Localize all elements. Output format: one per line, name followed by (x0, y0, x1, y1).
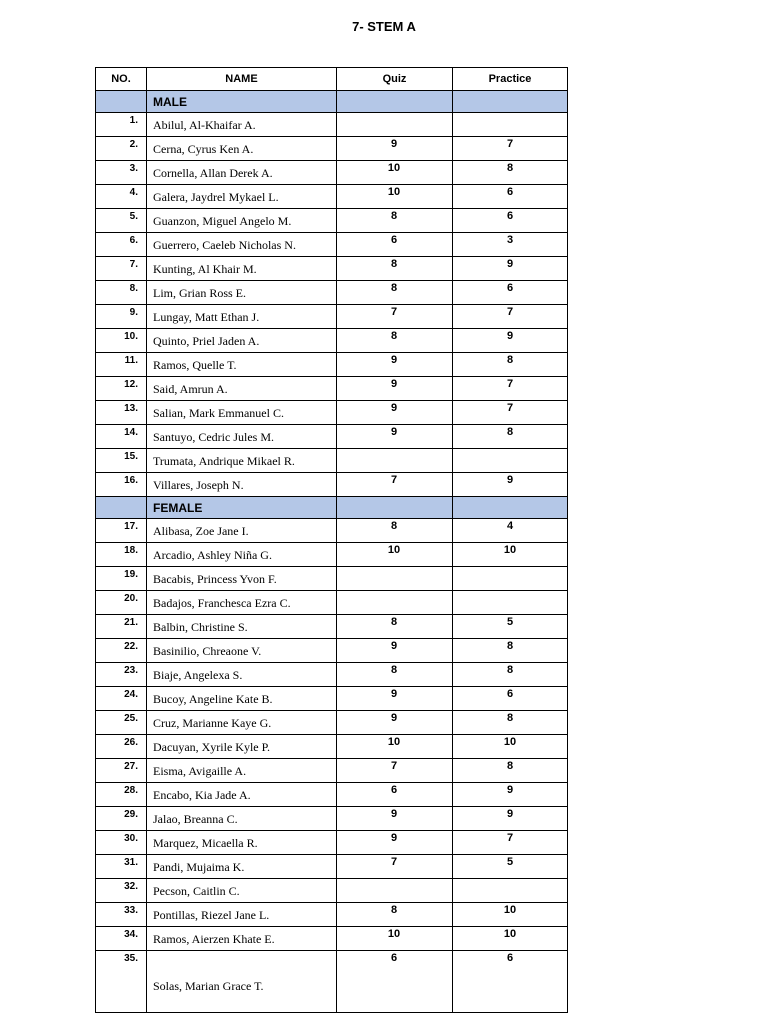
table-row (96, 377, 568, 401)
section-cell-empty (96, 91, 147, 113)
quiz-score: 8 (337, 257, 453, 281)
row-number: 26. (96, 735, 147, 759)
quiz-score: 8 (337, 209, 453, 233)
quiz-score (337, 449, 453, 473)
student-name: Ramos, Quelle T. (147, 353, 337, 377)
row-number: 20. (96, 591, 147, 615)
table-row (96, 615, 568, 639)
row-number: 7. (96, 257, 147, 281)
quiz-score: 9 (337, 831, 453, 855)
row-number: 32. (96, 879, 147, 903)
row-number: 27. (96, 759, 147, 783)
section-cell-empty (453, 91, 568, 113)
practice-score: 8 (453, 425, 568, 449)
student-name: Kunting, Al Khair M. (147, 257, 337, 281)
practice-score: 7 (453, 137, 568, 161)
quiz-score: 9 (337, 425, 453, 449)
table-row (96, 401, 568, 425)
quiz-score: 8 (337, 663, 453, 687)
student-name: Encabo, Kia Jade A. (147, 783, 337, 807)
table-row (96, 591, 568, 615)
practice-score (453, 113, 568, 137)
row-number: 17. (96, 519, 147, 543)
quiz-score: 9 (337, 639, 453, 663)
row-number: 29. (96, 807, 147, 831)
grades-table (95, 67, 568, 1013)
practice-score: 7 (453, 305, 568, 329)
student-name: Bacabis, Princess Yvon F. (147, 567, 337, 591)
student-name: Dacuyan, Xyrile Kyle P. (147, 735, 337, 759)
student-name: Lungay, Matt Ethan J. (147, 305, 337, 329)
practice-score: 6 (453, 185, 568, 209)
quiz-score: 7 (337, 305, 453, 329)
row-number: 34. (96, 927, 147, 951)
table-body (96, 91, 568, 1013)
table-row (96, 927, 568, 951)
section-label: FEMALE (147, 497, 337, 519)
practice-score: 9 (453, 257, 568, 281)
row-number: 35. (96, 951, 147, 1013)
practice-score: 8 (453, 759, 568, 783)
quiz-score: 10 (337, 927, 453, 951)
table-row (96, 209, 568, 233)
practice-score: 8 (453, 639, 568, 663)
student-name: Said, Amrun A. (147, 377, 337, 401)
quiz-score: 8 (337, 903, 453, 927)
practice-score: 8 (453, 663, 568, 687)
quiz-score: 6 (337, 233, 453, 257)
student-name: Balbin, Christine S. (147, 615, 337, 639)
table-row (96, 735, 568, 759)
table-row (96, 663, 568, 687)
table-row (96, 137, 568, 161)
quiz-score: 6 (337, 783, 453, 807)
table-row (96, 257, 568, 281)
practice-score: 10 (453, 735, 568, 759)
row-number: 18. (96, 543, 147, 567)
quiz-score: 7 (337, 473, 453, 497)
practice-score: 8 (453, 711, 568, 735)
quiz-score (337, 879, 453, 903)
table-row (96, 831, 568, 855)
row-number: 14. (96, 425, 147, 449)
table-row (96, 449, 568, 473)
student-name: Alibasa, Zoe Jane I. (147, 519, 337, 543)
section-cell-empty (337, 497, 453, 519)
student-name: Salian, Mark Emmanuel C. (147, 401, 337, 425)
row-number: 19. (96, 567, 147, 591)
quiz-score: 9 (337, 353, 453, 377)
student-name: Santuyo, Cedric Jules M. (147, 425, 337, 449)
row-number: 2. (96, 137, 147, 161)
table-row (96, 113, 568, 137)
table-row (96, 759, 568, 783)
row-number: 5. (96, 209, 147, 233)
column-header-quiz: Quiz (337, 68, 453, 91)
student-name: Quinto, Priel Jaden A. (147, 329, 337, 353)
quiz-score (337, 591, 453, 615)
quiz-score: 8 (337, 615, 453, 639)
practice-score: 10 (453, 927, 568, 951)
student-name: Guerrero, Caeleb Nicholas N. (147, 233, 337, 257)
student-name: Lim, Grian Ross E. (147, 281, 337, 305)
row-number: 4. (96, 185, 147, 209)
quiz-score: 9 (337, 807, 453, 831)
row-number: 1. (96, 113, 147, 137)
quiz-score: 10 (337, 185, 453, 209)
practice-score: 9 (453, 473, 568, 497)
practice-score: 7 (453, 831, 568, 855)
practice-score (453, 449, 568, 473)
student-name: Marquez, Micaella R. (147, 831, 337, 855)
quiz-score: 10 (337, 735, 453, 759)
row-number: 11. (96, 353, 147, 377)
row-number: 24. (96, 687, 147, 711)
quiz-score: 9 (337, 137, 453, 161)
quiz-score: 10 (337, 161, 453, 185)
quiz-score: 9 (337, 401, 453, 425)
student-name: Biaje, Angelexa S. (147, 663, 337, 687)
practice-score: 9 (453, 783, 568, 807)
section-cell-empty (337, 91, 453, 113)
quiz-score: 9 (337, 377, 453, 401)
row-number: 25. (96, 711, 147, 735)
row-number: 31. (96, 855, 147, 879)
row-number: 13. (96, 401, 147, 425)
quiz-score: 8 (337, 519, 453, 543)
student-name: Pontillas, Riezel Jane L. (147, 903, 337, 927)
practice-score: 4 (453, 519, 568, 543)
row-number: 12. (96, 377, 147, 401)
section-header-male (96, 91, 568, 113)
student-name: Badajos, Franchesca Ezra C. (147, 591, 337, 615)
quiz-score: 9 (337, 711, 453, 735)
practice-score: 5 (453, 855, 568, 879)
practice-score: 6 (453, 687, 568, 711)
table-row (96, 233, 568, 257)
practice-score: 9 (453, 807, 568, 831)
student-name: Abilul, Al-Khaifar A. (147, 113, 337, 137)
row-number: 8. (96, 281, 147, 305)
row-number: 33. (96, 903, 147, 927)
student-name: Villares, Joseph N. (147, 473, 337, 497)
student-name: Solas, Marian Grace T. (147, 951, 337, 1013)
column-header-name: NAME (147, 68, 337, 91)
practice-score: 10 (453, 543, 568, 567)
row-number: 28. (96, 783, 147, 807)
quiz-score: 8 (337, 281, 453, 305)
section-cell-empty (453, 497, 568, 519)
table-row (96, 473, 568, 497)
student-name: Guanzon, Miguel Angelo M. (147, 209, 337, 233)
table-row (96, 305, 568, 329)
table-header-row (96, 68, 568, 91)
table-row (96, 161, 568, 185)
table-row (96, 543, 568, 567)
practice-score: 7 (453, 377, 568, 401)
quiz-score: 6 (337, 951, 453, 1013)
page-title: 7- STEM A (352, 19, 416, 34)
table-row (96, 711, 568, 735)
row-number: 3. (96, 161, 147, 185)
table-row (96, 567, 568, 591)
practice-score: 5 (453, 615, 568, 639)
student-name: Pandi, Mujaima K. (147, 855, 337, 879)
practice-score: 6 (453, 209, 568, 233)
student-name: Basinilio, Chreaone V. (147, 639, 337, 663)
table-row (96, 687, 568, 711)
section-cell-empty (96, 497, 147, 519)
table-row (96, 353, 568, 377)
table-row (96, 783, 568, 807)
practice-score: 8 (453, 161, 568, 185)
quiz-score: 7 (337, 855, 453, 879)
practice-score: 8 (453, 353, 568, 377)
table-row (96, 879, 568, 903)
quiz-score (337, 113, 453, 137)
row-number: 10. (96, 329, 147, 353)
row-number: 16. (96, 473, 147, 497)
student-name: Trumata, Andrique Mikael R. (147, 449, 337, 473)
row-number: 15. (96, 449, 147, 473)
table-row (96, 425, 568, 449)
practice-score: 10 (453, 903, 568, 927)
student-name: Pecson, Caitlin C. (147, 879, 337, 903)
practice-score: 3 (453, 233, 568, 257)
quiz-score: 9 (337, 687, 453, 711)
row-number: 6. (96, 233, 147, 257)
table-row (96, 855, 568, 879)
row-number: 23. (96, 663, 147, 687)
row-number: 21. (96, 615, 147, 639)
table-row (96, 639, 568, 663)
practice-score (453, 567, 568, 591)
quiz-score: 10 (337, 543, 453, 567)
table-row (96, 185, 568, 209)
student-name: Cerna, Cyrus Ken A. (147, 137, 337, 161)
row-number: 30. (96, 831, 147, 855)
section-header-female (96, 497, 568, 519)
student-name: Eisma, Avigaille A. (147, 759, 337, 783)
column-header-no: NO. (96, 68, 147, 91)
table-row (96, 281, 568, 305)
table-row (96, 951, 568, 1013)
student-name: Jalao, Breanna C. (147, 807, 337, 831)
table-row (96, 519, 568, 543)
column-header-practice: Practice (453, 68, 568, 91)
table-row (96, 329, 568, 353)
quiz-score: 8 (337, 329, 453, 353)
row-number: 9. (96, 305, 147, 329)
quiz-score (337, 567, 453, 591)
section-label: MALE (147, 91, 337, 113)
practice-score: 9 (453, 329, 568, 353)
student-name: Galera, Jaydrel Mykael L. (147, 185, 337, 209)
table-row (96, 903, 568, 927)
student-name: Ramos, Aierzen Khate E. (147, 927, 337, 951)
practice-score: 7 (453, 401, 568, 425)
student-name: Bucoy, Angeline Kate B. (147, 687, 337, 711)
student-name: Arcadio, Ashley Niña G. (147, 543, 337, 567)
practice-score (453, 879, 568, 903)
practice-score (453, 591, 568, 615)
table-row (96, 807, 568, 831)
student-name: Cruz, Marianne Kaye G. (147, 711, 337, 735)
practice-score: 6 (453, 281, 568, 305)
student-name: Cornella, Allan Derek A. (147, 161, 337, 185)
quiz-score: 7 (337, 759, 453, 783)
row-number: 22. (96, 639, 147, 663)
practice-score: 6 (453, 951, 568, 1013)
